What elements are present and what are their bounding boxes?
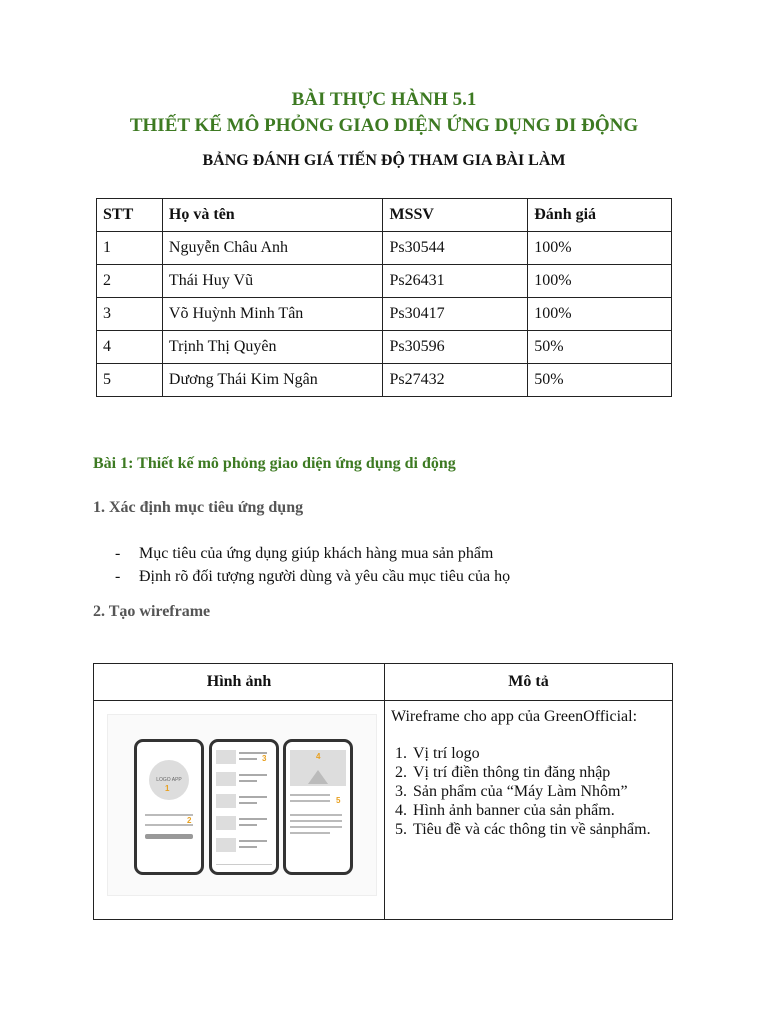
col-header-description: Mô tả xyxy=(385,664,673,701)
cell-mssv: Ps30417 xyxy=(383,298,528,331)
section-title: Bài 1: Thiết kế mô phỏng giao diện ứng dụng di động xyxy=(93,455,456,472)
table-row xyxy=(97,364,672,397)
cell-rating: 50% xyxy=(528,364,672,397)
cell-rating: 100% xyxy=(528,265,672,298)
marker-2: 2 xyxy=(187,816,192,825)
table-row xyxy=(97,232,672,265)
table-row xyxy=(97,298,672,331)
goal-heading: 1. Xác định mục tiêu ứng dụng xyxy=(93,499,304,516)
phone-login-screen xyxy=(134,739,204,875)
phone-product-list-screen xyxy=(209,739,279,875)
wireframe-image xyxy=(107,714,377,896)
cell-name: Dương Thái Kim Ngân xyxy=(162,364,383,397)
cell-name: Nguyễn Châu Anh xyxy=(162,232,383,265)
progress-table xyxy=(96,198,672,397)
col-header-image: Hình ảnh xyxy=(94,664,385,701)
list-item: - Mục tiêu của ứng dụng giúp khách hàng mua sản phẩm xyxy=(93,542,510,565)
logo-placeholder: LOGO APP xyxy=(149,760,189,800)
wireframe-description-cell xyxy=(385,701,673,920)
wireframe-header-row xyxy=(94,664,673,701)
col-header-mssv: MSSV xyxy=(383,199,528,232)
marker-1: 1 xyxy=(165,784,170,793)
wireframe-table xyxy=(93,663,673,920)
goal-list xyxy=(93,542,510,588)
col-header-stt: STT xyxy=(97,199,163,232)
description-intro: Wireframe cho app của GreenOfficial: xyxy=(391,708,638,725)
cell-rating: 100% xyxy=(528,232,672,265)
marker-5: 5 xyxy=(336,796,341,805)
cell-stt: 4 xyxy=(97,331,163,364)
phone-product-detail-screen xyxy=(283,739,353,875)
marker-4: 4 xyxy=(316,752,321,761)
cell-name: Thái Huy Vũ xyxy=(162,265,383,298)
marker-3: 3 xyxy=(262,754,267,763)
description-list xyxy=(391,744,666,839)
cell-stt: 5 xyxy=(97,364,163,397)
list-item: 2. Vị trí điền thông tin đăng nhập xyxy=(411,763,666,782)
col-header-name: Họ và tên xyxy=(162,199,383,232)
cell-mssv: Ps27432 xyxy=(383,364,528,397)
cell-rating: 50% xyxy=(528,331,672,364)
list-item: 1. Vị trí logo xyxy=(411,744,666,763)
cell-name: Võ Huỳnh Minh Tân xyxy=(162,298,383,331)
col-header-rating: Đánh giá xyxy=(528,199,672,232)
wireframe-row xyxy=(94,701,673,920)
cell-mssv: Ps30544 xyxy=(383,232,528,265)
cell-rating: 100% xyxy=(528,298,672,331)
list-item: 3. Sản phẩm của “Máy Làm Nhôm” xyxy=(411,782,666,801)
list-item: - Định rõ đối tượng người dùng và yêu cầu mục tiêu của họ xyxy=(93,565,510,588)
cell-mssv: Ps26431 xyxy=(383,265,528,298)
cell-stt: 1 xyxy=(97,232,163,265)
image-icon xyxy=(308,770,328,784)
table-row xyxy=(97,265,672,298)
table-row xyxy=(97,331,672,364)
cell-mssv: Ps30596 xyxy=(383,331,528,364)
table-header-row xyxy=(97,199,672,232)
title-line-2: THIẾT KẾ MÔ PHỎNG GIAO DIỆN ỨNG DỤNG DI ĐỘNG xyxy=(129,115,639,136)
wireframe-image-cell xyxy=(94,701,385,920)
list-item: 4. Hình ảnh banner của sản phẩm. xyxy=(411,801,666,820)
cell-name: Trịnh Thị Quyên xyxy=(162,331,383,364)
wireframe-heading: 2. Tạo wireframe xyxy=(93,603,211,620)
cell-stt: 2 xyxy=(97,265,163,298)
subtitle: BẢNG ĐÁNH GIÁ TIẾN ĐỘ THAM GIA BÀI LÀM xyxy=(202,152,566,169)
cell-stt: 3 xyxy=(97,298,163,331)
title-line-1: BÀI THỰC HÀNH 5.1 xyxy=(291,89,477,110)
list-item: 5. Tiêu đề và các thông tin về sảnphẩm. xyxy=(411,820,666,839)
